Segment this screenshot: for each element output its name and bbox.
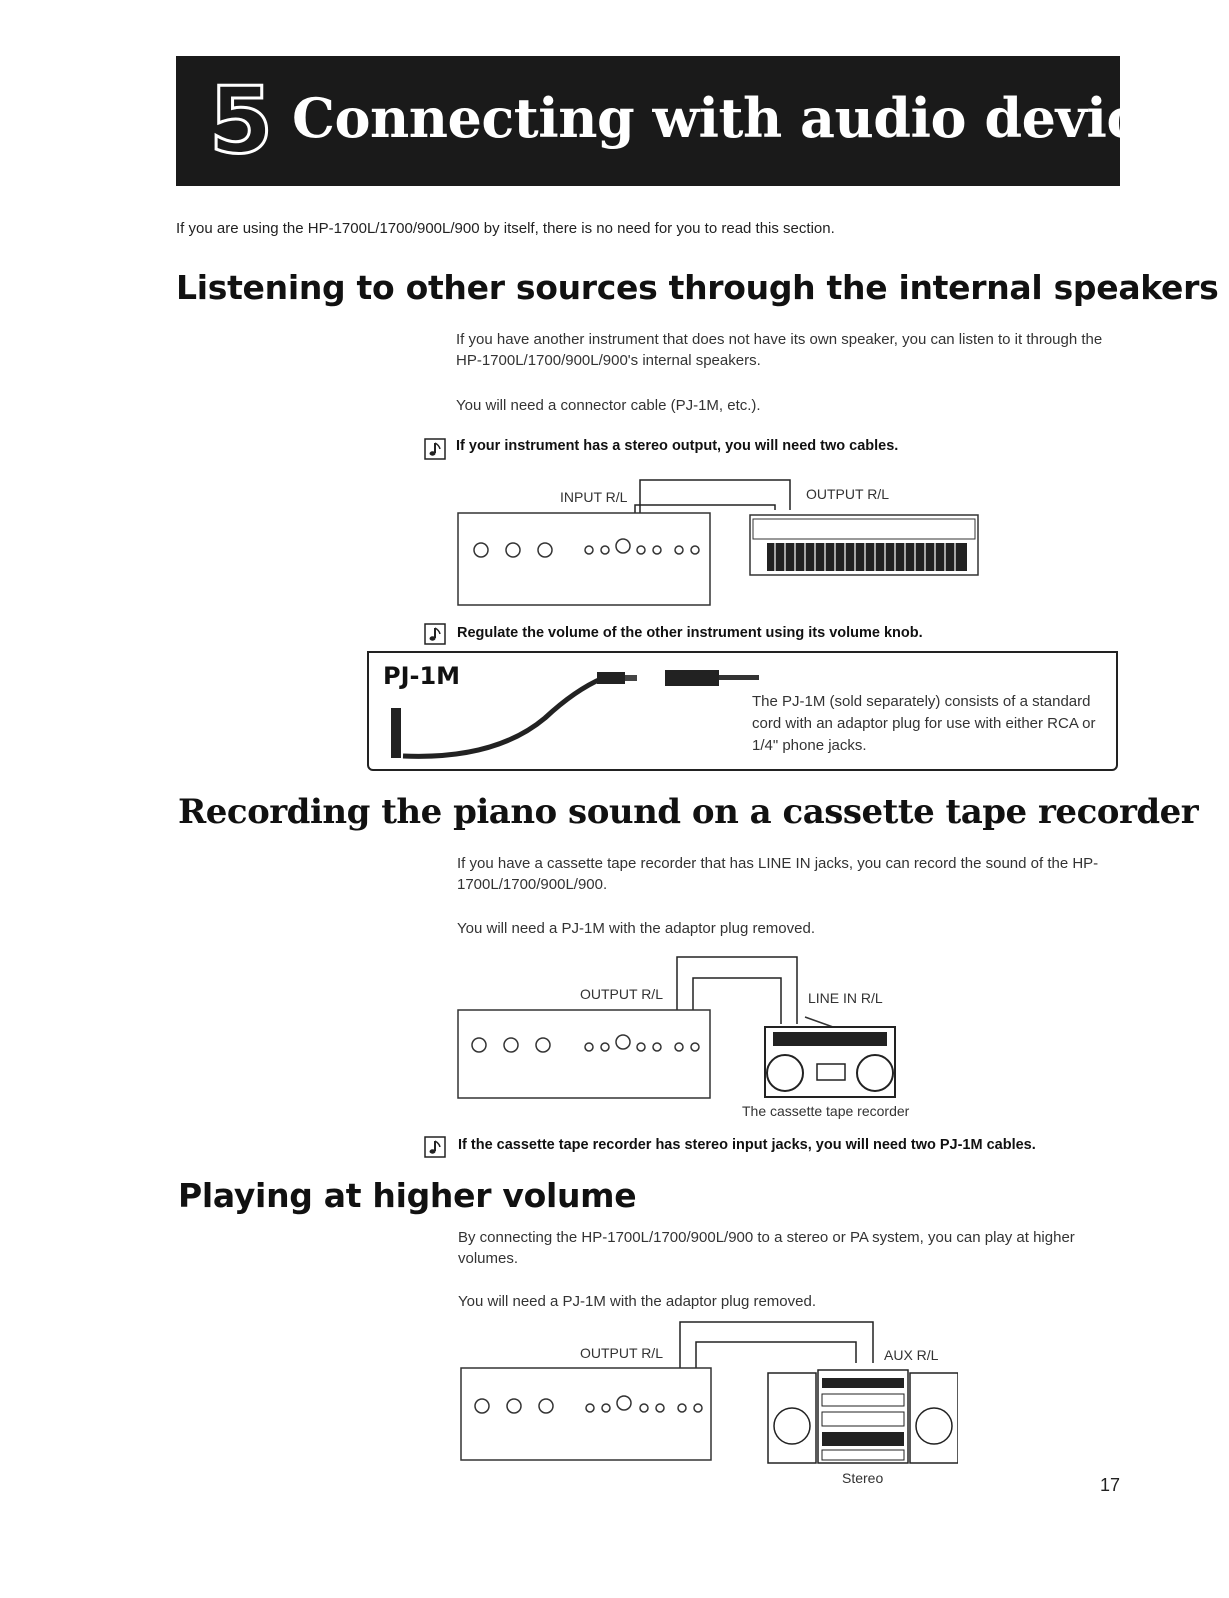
section2-paragraph-2: You will need a PJ-1M with the adaptor plug removed. xyxy=(457,920,815,937)
chapter-number-badge xyxy=(205,70,277,170)
section3-paragraph-2: You will need a PJ-1M with the adaptor plug removed. xyxy=(458,1293,816,1310)
section3-paragraph-1: By connecting the HP-1700L/1700/900L/900 to a stereo or PA system, you can play at higher volumes. xyxy=(458,1229,1075,1267)
music-note-icon xyxy=(424,623,446,645)
pj1m-description: The PJ-1M (sold separately) consists of a standard cord with an adaptor plug for use with either RCA or 1/4" phone jacks. xyxy=(752,693,1096,754)
section-heading-higher-volume: Playing at higher volume xyxy=(178,1176,637,1215)
diagram3-aux-label: AUX R/L xyxy=(884,1347,939,1363)
section1-note-2: Regulate the volume of the other instrument using its volume knob. xyxy=(457,625,923,641)
diagram2-caption: The cassette tape recorder xyxy=(742,1103,910,1119)
diagram3-output-label: OUTPUT R/L xyxy=(580,1345,663,1361)
diagram2-output-label: OUTPUT R/L xyxy=(580,986,663,1002)
section-heading-listening: Listening to other sources through the internal speakers xyxy=(176,268,1219,307)
diagram1-output-label: OUTPUT R/L xyxy=(806,486,889,502)
diagram1-input-label: INPUT R/L xyxy=(560,489,628,505)
section1-paragraph-2: You will need a connector cable (PJ-1M, etc.). xyxy=(456,397,761,414)
diagram-stereo-connection xyxy=(458,1318,958,1468)
section1-note-1: If your instrument has a stereo output, you will need two cables. xyxy=(456,438,899,454)
intro-text: If you are using the HP-1700L/1700/900L/900 by itself, there is no need for you to read this section. xyxy=(176,220,835,237)
chapter-number: 5 xyxy=(208,70,274,170)
section1-paragraph-1: If you have another instrument that does not have its own speaker, you can listen to it through the HP-1700L/1700/900L/900's internal speakers. xyxy=(456,331,1103,369)
diagram-instrument-connection xyxy=(455,475,985,610)
diagram-cassette-connection xyxy=(455,952,905,1102)
music-note-icon xyxy=(424,438,446,460)
pj1m-cable-illustration xyxy=(385,668,775,768)
page-number: 17 xyxy=(1100,1475,1121,1495)
diagram2-linein-label: LINE IN R/L xyxy=(808,990,883,1006)
diagram3-caption: Stereo xyxy=(842,1470,884,1486)
music-note-icon xyxy=(424,1136,446,1158)
pj1m-title: PJ-1M xyxy=(383,662,461,690)
section2-paragraph-1: If you have a cassette tape recorder that has LINE IN jacks, you can record the sound of the HP-1700L/1700/900L/900. xyxy=(457,855,1099,893)
chapter-title: Connecting with audio device xyxy=(292,86,1173,150)
section-heading-recording: Recording the piano sound on a cassette tape recorder xyxy=(178,792,1199,832)
section2-note-1: If the cassette tape recorder has stereo input jacks, you will need two PJ-1M cables. xyxy=(458,1137,1036,1153)
